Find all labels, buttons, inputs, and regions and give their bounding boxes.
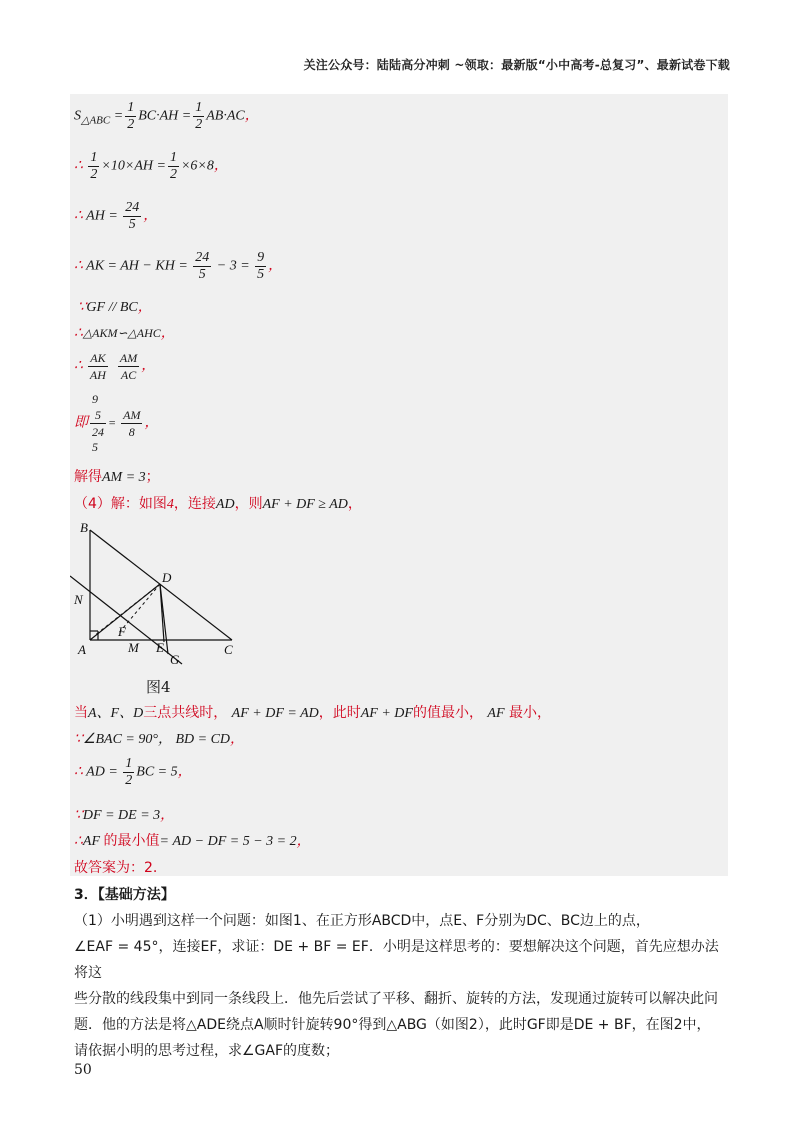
label-m: M bbox=[128, 640, 139, 655]
right-angle-midpoint: ∵∠BAC = 90°， BD = CD， bbox=[74, 732, 245, 747]
label-d: D bbox=[162, 570, 172, 585]
gf-parallel-bc: ∵GF // BC， bbox=[77, 300, 152, 315]
ah-value: ∴ AH = $\frac{24}{5}$ ， bbox=[74, 200, 158, 232]
label-e: E bbox=[156, 640, 164, 655]
label-c: C bbox=[224, 642, 233, 657]
area-formula: $S_{\triangle ABC}$ = $\frac{1}{2}$ BC·AH = $\frac{1}{2}$ AB·AC， bbox=[74, 100, 259, 132]
problem-3-title: 3．【基础方法】 bbox=[74, 887, 175, 903]
collinear-condition: 当A、F、D三点共线时， AF + DF = AD，此时AF + DF的值最小， AF 最小， bbox=[74, 705, 551, 721]
final-answer: 故答案为：2. bbox=[74, 860, 158, 876]
area-substitution: ∴ $\frac{1}{2}$ ×10×AH = $\frac{1}{2}$ ×6×8， bbox=[74, 150, 228, 182]
label-n: N bbox=[74, 592, 83, 607]
figure-caption: 图4 bbox=[146, 678, 171, 696]
similar-triangles: ∴△AKM∽△AHC， bbox=[74, 326, 175, 341]
figure-4 bbox=[70, 518, 270, 698]
label-f: F bbox=[118, 624, 126, 639]
label-g: G bbox=[170, 652, 180, 667]
ak-value: ∴ AK = AH − KH = $\frac{24}{5}$ − 3 = $\frac{9}{5}$ ， bbox=[74, 250, 283, 282]
df-value: ∵DF = DE = 3， bbox=[74, 808, 175, 823]
label-a: A bbox=[78, 642, 86, 657]
page-number: 50 bbox=[74, 1062, 92, 1078]
page-header: 关注公众号：陆陆高分冲刺 ~领取：最新版“小中高考-总复习”、最新试卷下载 bbox=[303, 58, 730, 72]
label-b: B bbox=[80, 520, 88, 535]
ratio-equation: ∴ $\frac{AK}{AH}$ $\frac{AM}{AC}$ ， bbox=[74, 351, 156, 382]
part4-heading: （4）解：如图4，连接AD，则AF + DF ≥ AD， bbox=[74, 496, 362, 512]
ad-value: ∴ AD = $\frac{1}{2}$ BC = 5， bbox=[74, 756, 192, 788]
af-minimum: ∴AF 的最小值= AD − DF = 5 − 3 = 2， bbox=[74, 833, 311, 849]
problem-3-text: （1）小明遇到这样一个问题：如图1、在正方形ABCD中，点E、F分别为DC、BC边上的点， ∠EAF = 45°，连接EF，求证：DE + BF = EF．小明是这样思考的：要想解决这个问题，首先应想办法将这 些分散的线段集中到同一条线段上．他先后尝试了平移、翻折、旋转的方法，发现通过旋转可以解决此问 题．他的方法是将△ADE绕点A顺时针旋转90°得到△ABG（如图2），此时GF即是DE + BF，在图2中， 请依据小明的思考过程，求∠GAF的度数； bbox=[74, 913, 719, 1059]
am-result: 解得AM = 3； bbox=[74, 469, 160, 485]
ratio-substitution: 9 即 $\frac{5}{24}$ = $\frac{AM}{8}$ ， 5 bbox=[74, 392, 159, 454]
